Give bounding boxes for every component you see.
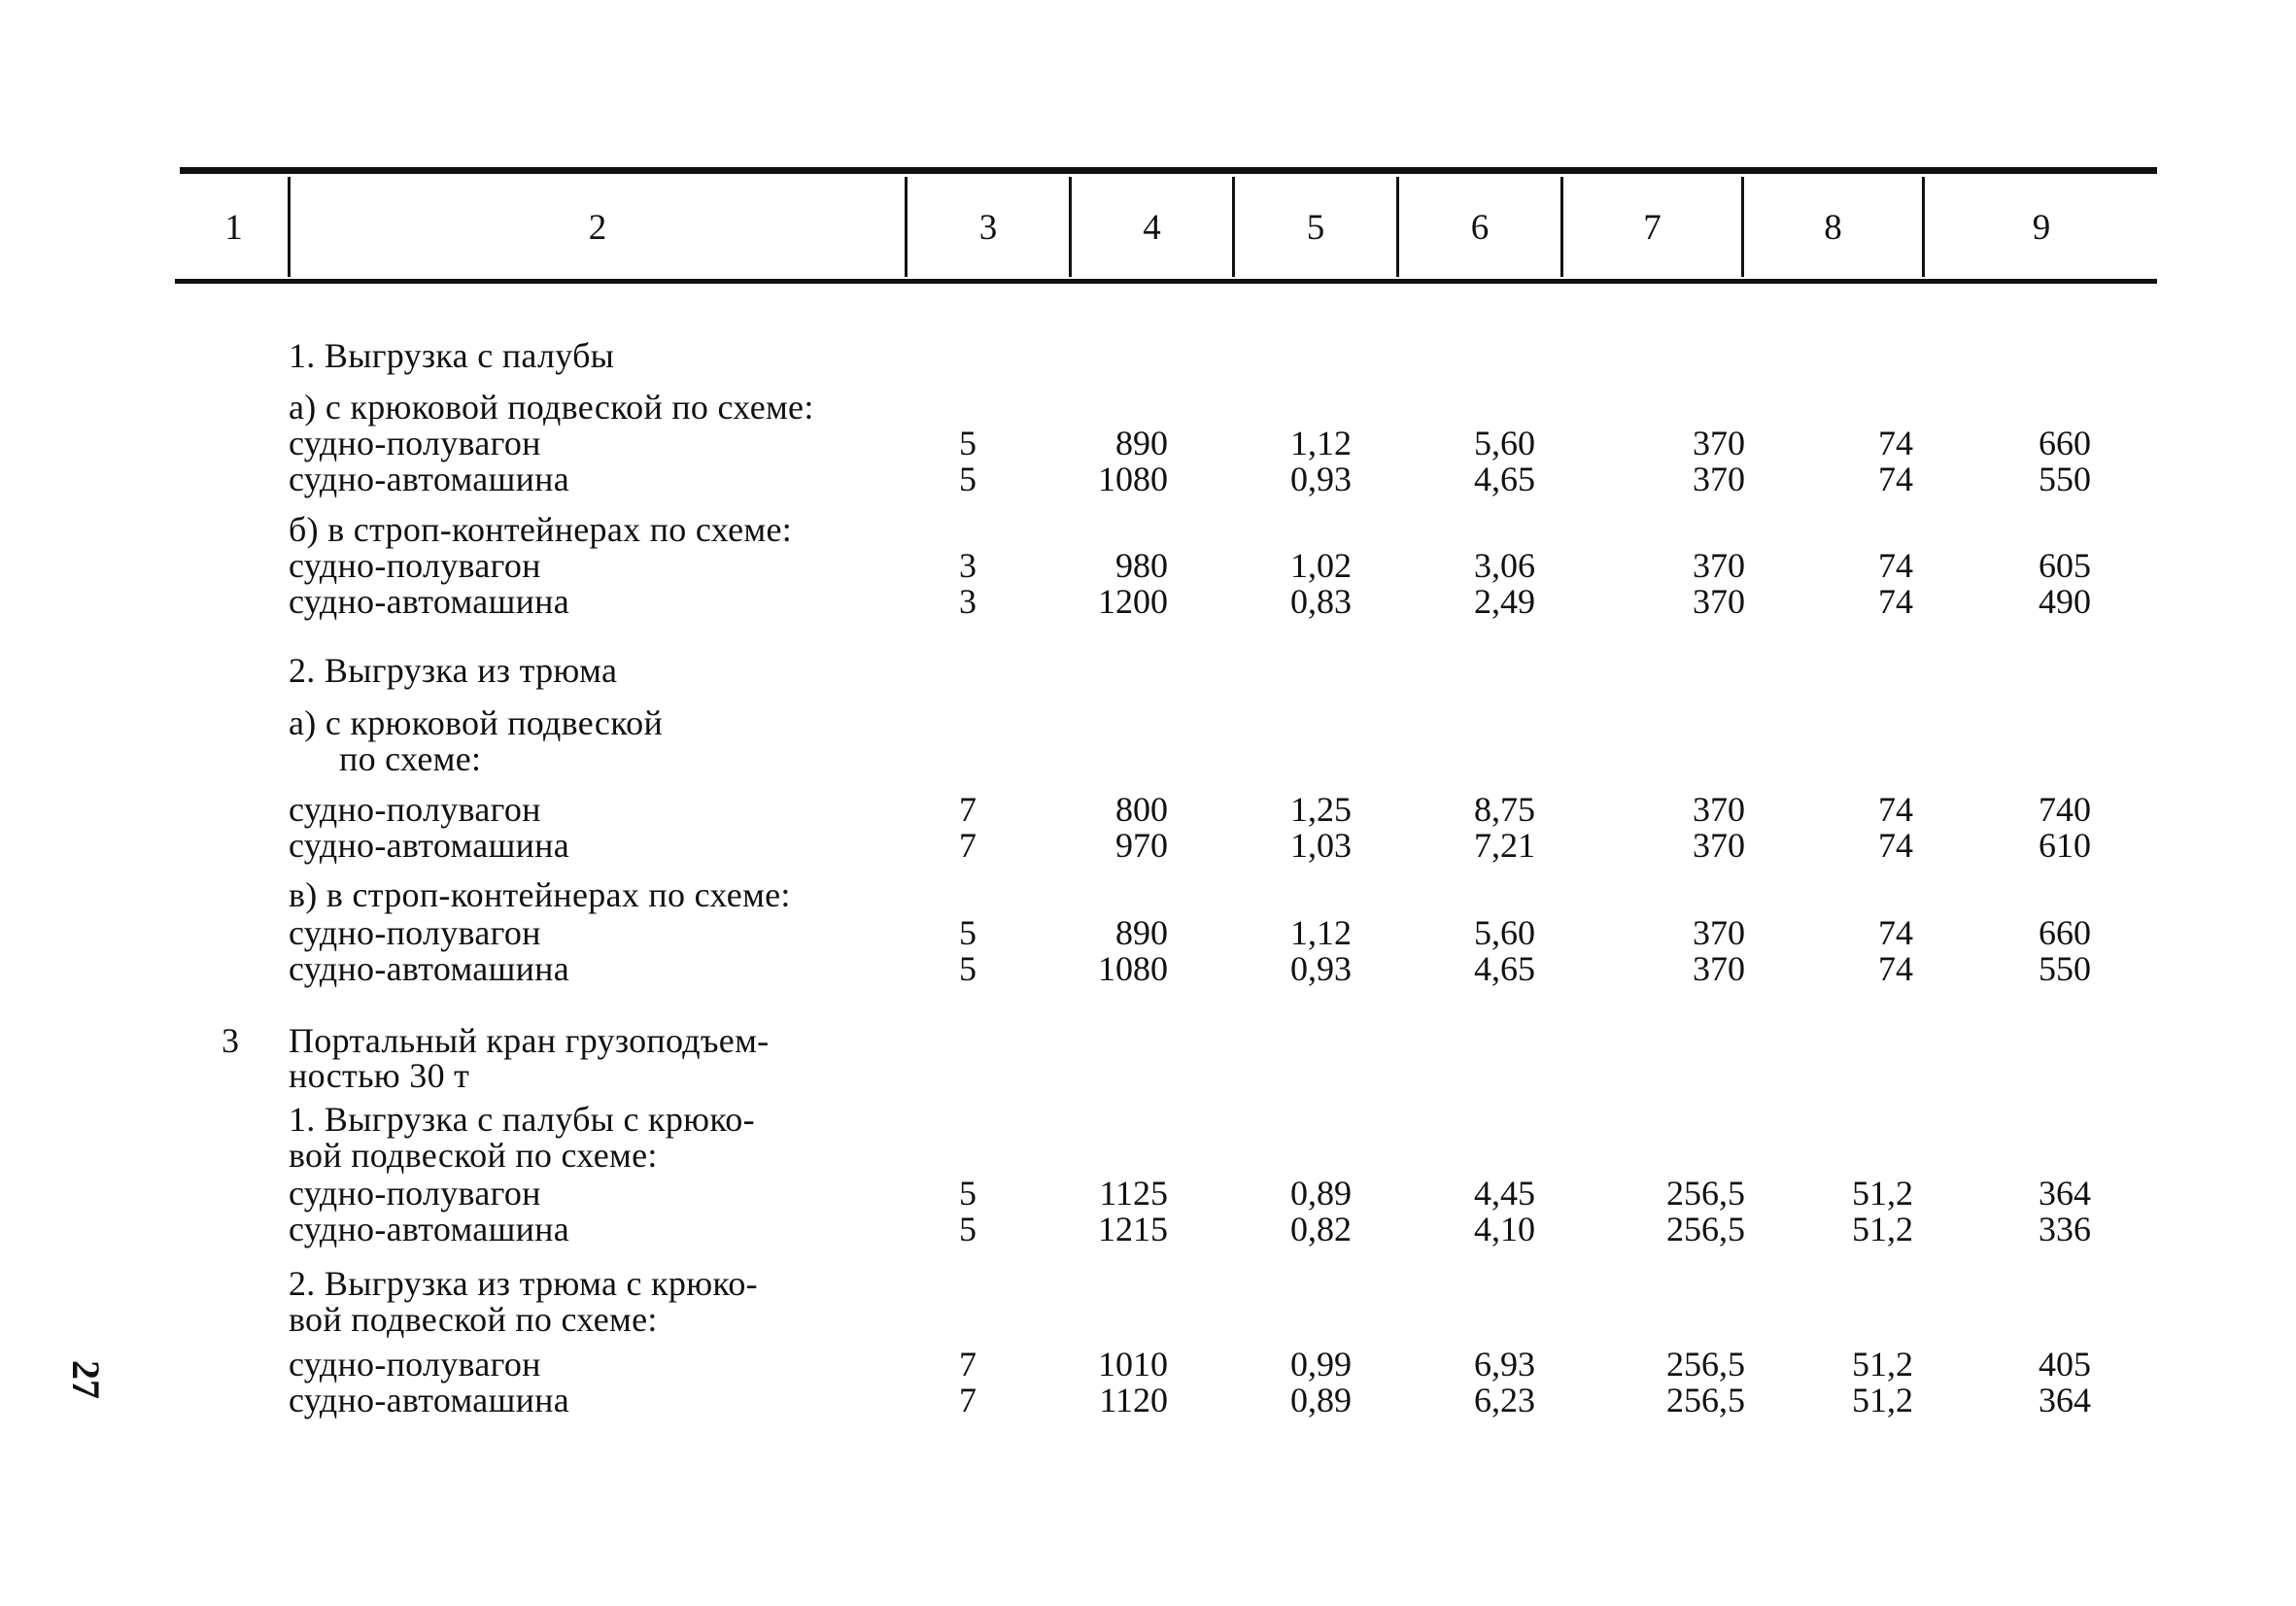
cell-col-5: 0,89 — [1290, 1381, 1352, 1419]
row-label: судно-автомашина — [289, 582, 570, 621]
cell-col-5: 1,25 — [1290, 790, 1352, 829]
cell-col-6: 8,75 — [1474, 790, 1535, 829]
cell-col-6: 3,06 — [1474, 546, 1535, 585]
cell-col-8: 74 — [1878, 460, 1913, 498]
cell-col-9: 550 — [2039, 460, 2091, 498]
cell-col-7: 256,5 — [1666, 1174, 1745, 1213]
cell-col-3: 7 — [959, 790, 977, 829]
cell-col-7: 370 — [1693, 546, 1745, 585]
cell-col-4: 1200 — [1098, 582, 1168, 621]
section-heading: а) с крюковой подвеской — [289, 703, 664, 742]
cell-col-5: 0,99 — [1290, 1345, 1352, 1384]
cell-col-3: 5 — [959, 424, 977, 462]
cell-col-6: 4,65 — [1474, 949, 1535, 988]
cell-col-3: 5 — [959, 1210, 977, 1248]
row-label: судно-полувагон — [289, 1345, 541, 1384]
cell-col-7: 370 — [1693, 949, 1745, 988]
cell-col-4: 1125 — [1099, 1174, 1168, 1213]
cell-col-8: 51,2 — [1852, 1381, 1913, 1419]
cell-col-4: 890 — [1115, 424, 1168, 462]
header-col-6: 6 — [1470, 207, 1490, 248]
section-heading: 2. Выгрузка из трюма с крюко- — [289, 1264, 758, 1303]
cell-col-7: 370 — [1693, 790, 1745, 829]
cell-col-4: 1120 — [1099, 1381, 1168, 1419]
row-label: судно-автомашина — [289, 1210, 570, 1248]
cell-col-4: 890 — [1115, 913, 1168, 952]
section-heading: 1. Выгрузка с палубы — [289, 336, 615, 375]
section-heading: вой подвеской по схеме: — [289, 1136, 658, 1175]
header-col-5: 5 — [1306, 207, 1325, 248]
cell-col-3: 5 — [959, 1174, 977, 1213]
cell-col-4: 980 — [1115, 546, 1168, 585]
cell-col-8: 74 — [1878, 826, 1913, 865]
cell-col-3: 5 — [959, 460, 977, 498]
cell-col-9: 610 — [2039, 826, 2091, 865]
cell-col-9: 364 — [2039, 1174, 2091, 1213]
cell-col-5: 0,89 — [1290, 1174, 1352, 1213]
cell-col-3: 7 — [959, 1345, 977, 1384]
cell-col-5: 0,93 — [1290, 460, 1352, 498]
cell-col-8: 51,2 — [1852, 1210, 1913, 1248]
header-col-8: 8 — [1824, 207, 1842, 248]
header-col-9: 9 — [2032, 207, 2051, 248]
row-label: судно-полувагон — [289, 913, 541, 952]
cell-col-9: 660 — [2039, 424, 2091, 462]
cell-col-7: 256,5 — [1666, 1381, 1745, 1419]
cell-col-6: 4,10 — [1474, 1210, 1535, 1248]
cell-col-8: 51,2 — [1852, 1345, 1913, 1384]
cell-col-4: 1080 — [1098, 949, 1168, 988]
section-heading: 3 — [222, 1021, 240, 1060]
row-label: судно-автомашина — [289, 949, 570, 988]
cell-col-9: 740 — [2039, 790, 2091, 829]
cell-col-5: 1,12 — [1290, 424, 1352, 462]
section-heading: б) в строп-контейнерах по схеме: — [289, 510, 793, 549]
cell-col-7: 256,5 — [1666, 1345, 1745, 1384]
cell-col-3: 3 — [959, 546, 977, 585]
cell-col-3: 7 — [959, 826, 977, 865]
header-col-7: 7 — [1643, 207, 1662, 248]
cell-col-6: 6,93 — [1474, 1345, 1535, 1384]
section-heading: по схеме: — [339, 739, 482, 778]
cell-col-6: 7,21 — [1474, 826, 1535, 865]
cell-col-8: 74 — [1878, 424, 1913, 462]
cell-col-9: 660 — [2039, 913, 2091, 952]
cell-col-5: 0,93 — [1290, 949, 1352, 988]
section-heading: 2. Выгрузка из трюма — [289, 651, 618, 690]
cell-col-4: 970 — [1115, 826, 1168, 865]
cell-col-6: 4,65 — [1474, 460, 1535, 498]
cell-col-8: 74 — [1878, 790, 1913, 829]
section-heading: Портальный кран грузоподъем- — [289, 1021, 770, 1060]
cell-col-9: 490 — [2039, 582, 2091, 621]
cell-col-6: 4,45 — [1474, 1174, 1535, 1213]
header-col-2: 2 — [588, 207, 607, 248]
cell-col-5: 0,83 — [1290, 582, 1352, 621]
cell-col-4: 800 — [1115, 790, 1168, 829]
section-heading: в) в строп-контейнерах по схеме: — [289, 875, 791, 914]
section-heading: вой подвеской по схеме: — [289, 1300, 658, 1339]
cell-col-9: 405 — [2039, 1345, 2091, 1384]
cell-col-4: 1010 — [1098, 1345, 1168, 1384]
cell-col-3: 7 — [959, 1381, 977, 1419]
row-label: судно-полувагон — [289, 790, 541, 829]
section-heading: ностью 30 т — [289, 1056, 470, 1095]
cell-col-8: 74 — [1878, 546, 1913, 585]
cell-col-6: 2,49 — [1474, 582, 1535, 621]
row-label: судно-автомашина — [289, 460, 570, 498]
cell-col-3: 3 — [959, 582, 977, 621]
cell-col-5: 0,82 — [1290, 1210, 1352, 1248]
row-label: судно-полувагон — [289, 546, 541, 585]
row-label: судно-автомашина — [289, 826, 570, 865]
row-label: судно-полувагон — [289, 1174, 541, 1213]
cell-col-4: 1215 — [1098, 1210, 1168, 1248]
cell-col-9: 336 — [2039, 1210, 2091, 1248]
cell-col-6: 5,60 — [1474, 424, 1535, 462]
cell-col-7: 370 — [1693, 826, 1745, 865]
cell-col-5: 1,12 — [1290, 913, 1352, 952]
cell-col-7: 370 — [1693, 460, 1745, 498]
cell-col-5: 1,02 — [1290, 546, 1352, 585]
cell-col-8: 74 — [1878, 582, 1913, 621]
row-label: судно-полувагон — [289, 424, 541, 462]
page-number: 27 — [64, 1360, 108, 1399]
cell-col-6: 6,23 — [1474, 1381, 1535, 1419]
cell-col-7: 370 — [1693, 424, 1745, 462]
cell-col-9: 550 — [2039, 949, 2091, 988]
header-col-4: 4 — [1143, 207, 1161, 248]
cell-col-7: 256,5 — [1666, 1210, 1745, 1248]
row-label: судно-автомашина — [289, 1381, 570, 1419]
cell-col-8: 51,2 — [1852, 1174, 1913, 1213]
header-col-1: 1 — [224, 207, 243, 248]
cell-col-4: 1080 — [1098, 460, 1168, 498]
cell-col-8: 74 — [1878, 913, 1913, 952]
cell-col-5: 1,03 — [1290, 826, 1352, 865]
cell-col-7: 370 — [1693, 582, 1745, 621]
cell-col-3: 5 — [959, 913, 977, 952]
cell-col-9: 605 — [2039, 546, 2091, 585]
section-heading: а) с крюковой подвеской по схеме: — [289, 388, 814, 427]
cell-col-3: 5 — [959, 949, 977, 988]
cell-col-8: 74 — [1878, 949, 1913, 988]
cell-col-7: 370 — [1693, 913, 1745, 952]
cell-col-9: 364 — [2039, 1381, 2091, 1419]
header-col-3: 3 — [978, 207, 998, 248]
cell-col-6: 5,60 — [1474, 913, 1535, 952]
section-heading: 1. Выгрузка с палубы с крюко- — [289, 1100, 755, 1139]
